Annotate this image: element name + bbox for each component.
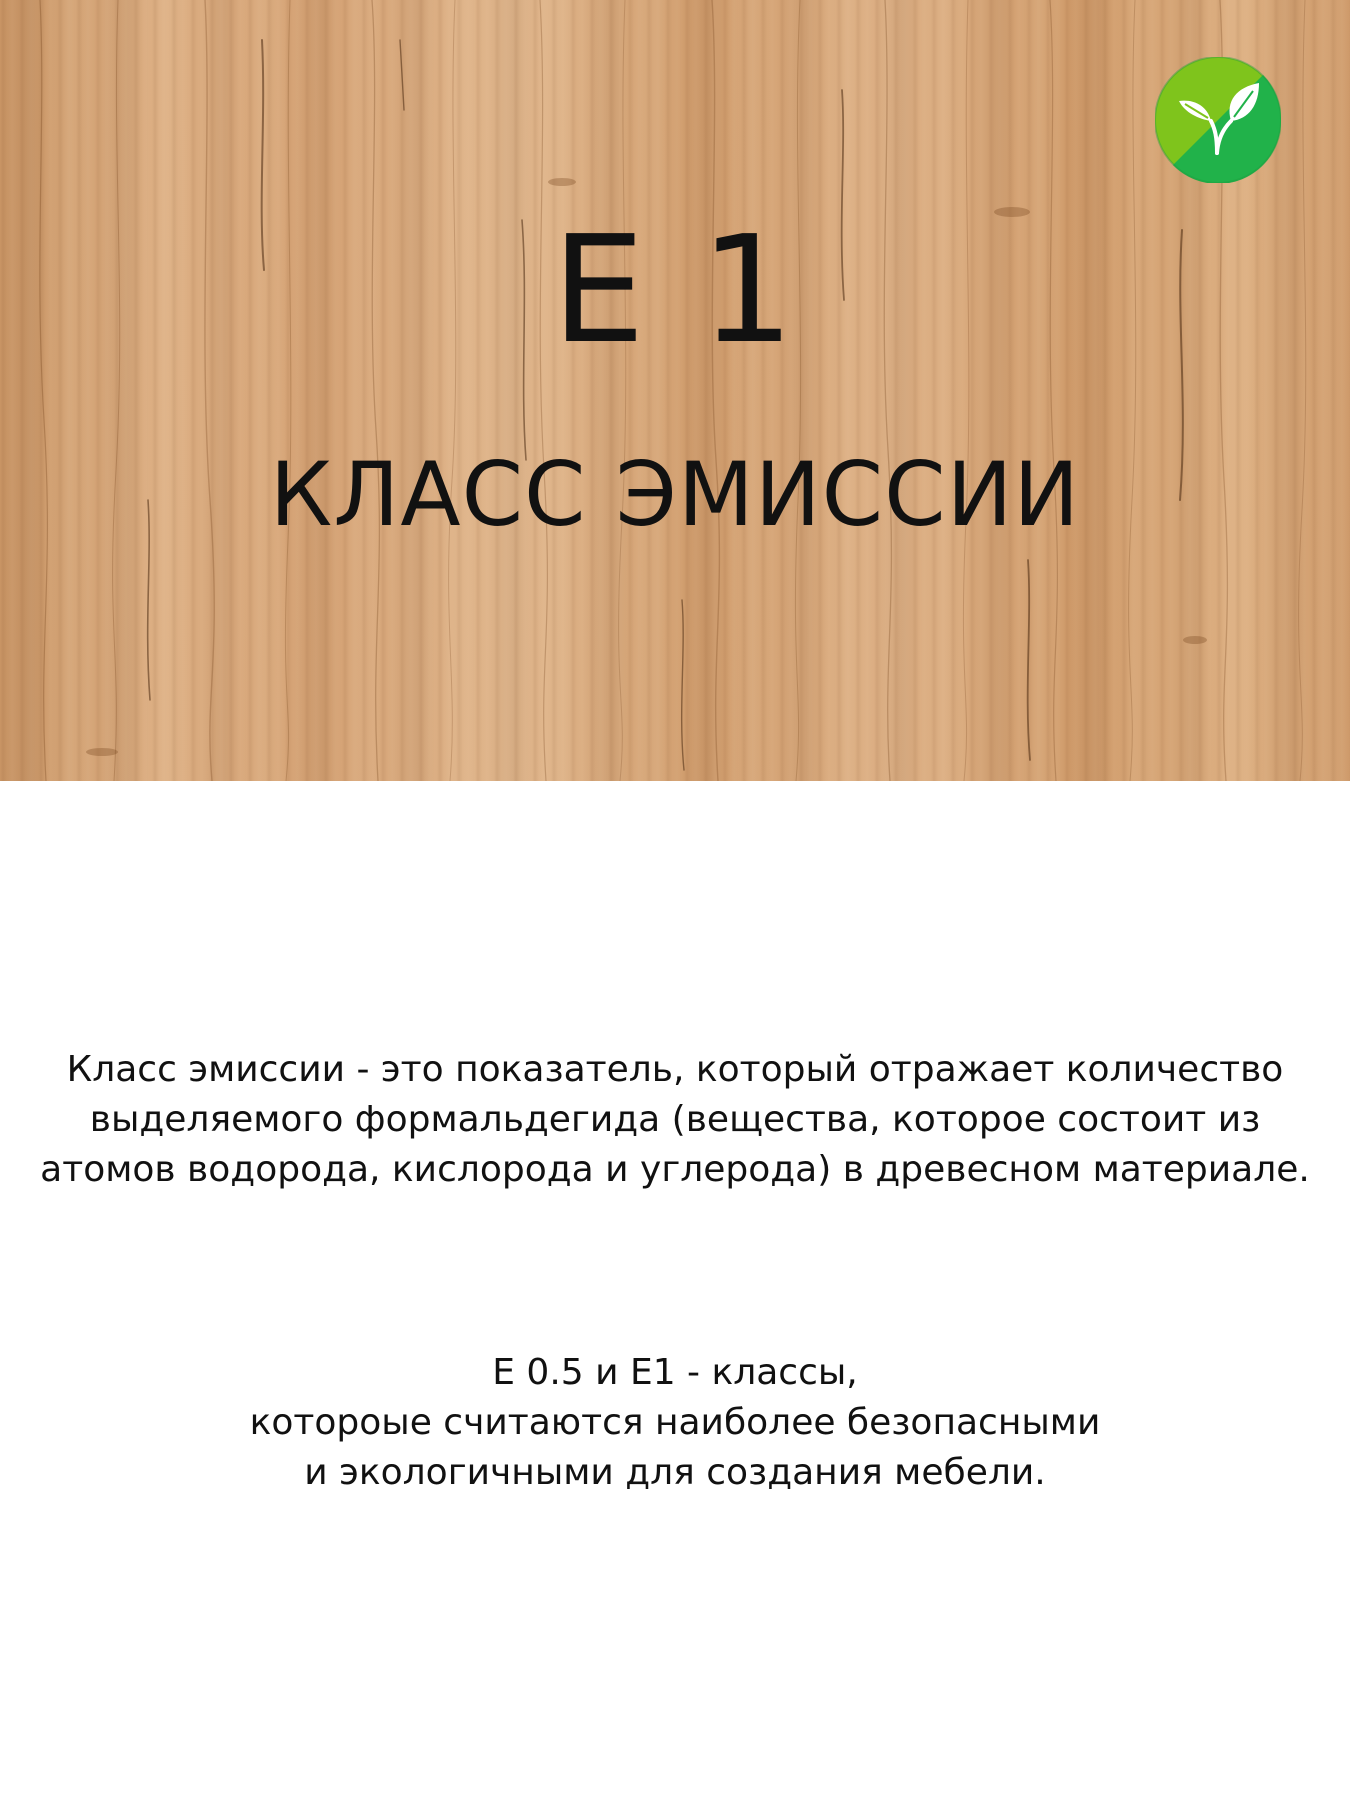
note-line: E 0.5 и E1 - классы, (492, 1352, 858, 1393)
note-line: котороые считаются наиболее безопасными (249, 1402, 1101, 1443)
page-title: E 1 (551, 204, 799, 376)
leaf-eco-icon (1155, 57, 1281, 183)
note-line: и экологичными для создания мебели. (304, 1452, 1046, 1493)
description-line: выделяемого формальдегида (вещества, которое состоит из (89, 1099, 1261, 1140)
description-text (40, 1045, 1310, 1195)
description-line: атомов водорода, кислорода и углерода) в древесном материале. (40, 1149, 1310, 1190)
page-subtitle: КЛАСС ЭМИССИИ (269, 443, 1081, 546)
wood-grain-texture (0, 0, 1350, 781)
safety-note-text (100, 1348, 1250, 1498)
description-line: Класс эмиссии - это показатель, который отражает количество (66, 1049, 1284, 1090)
wood-banner (0, 0, 1350, 781)
